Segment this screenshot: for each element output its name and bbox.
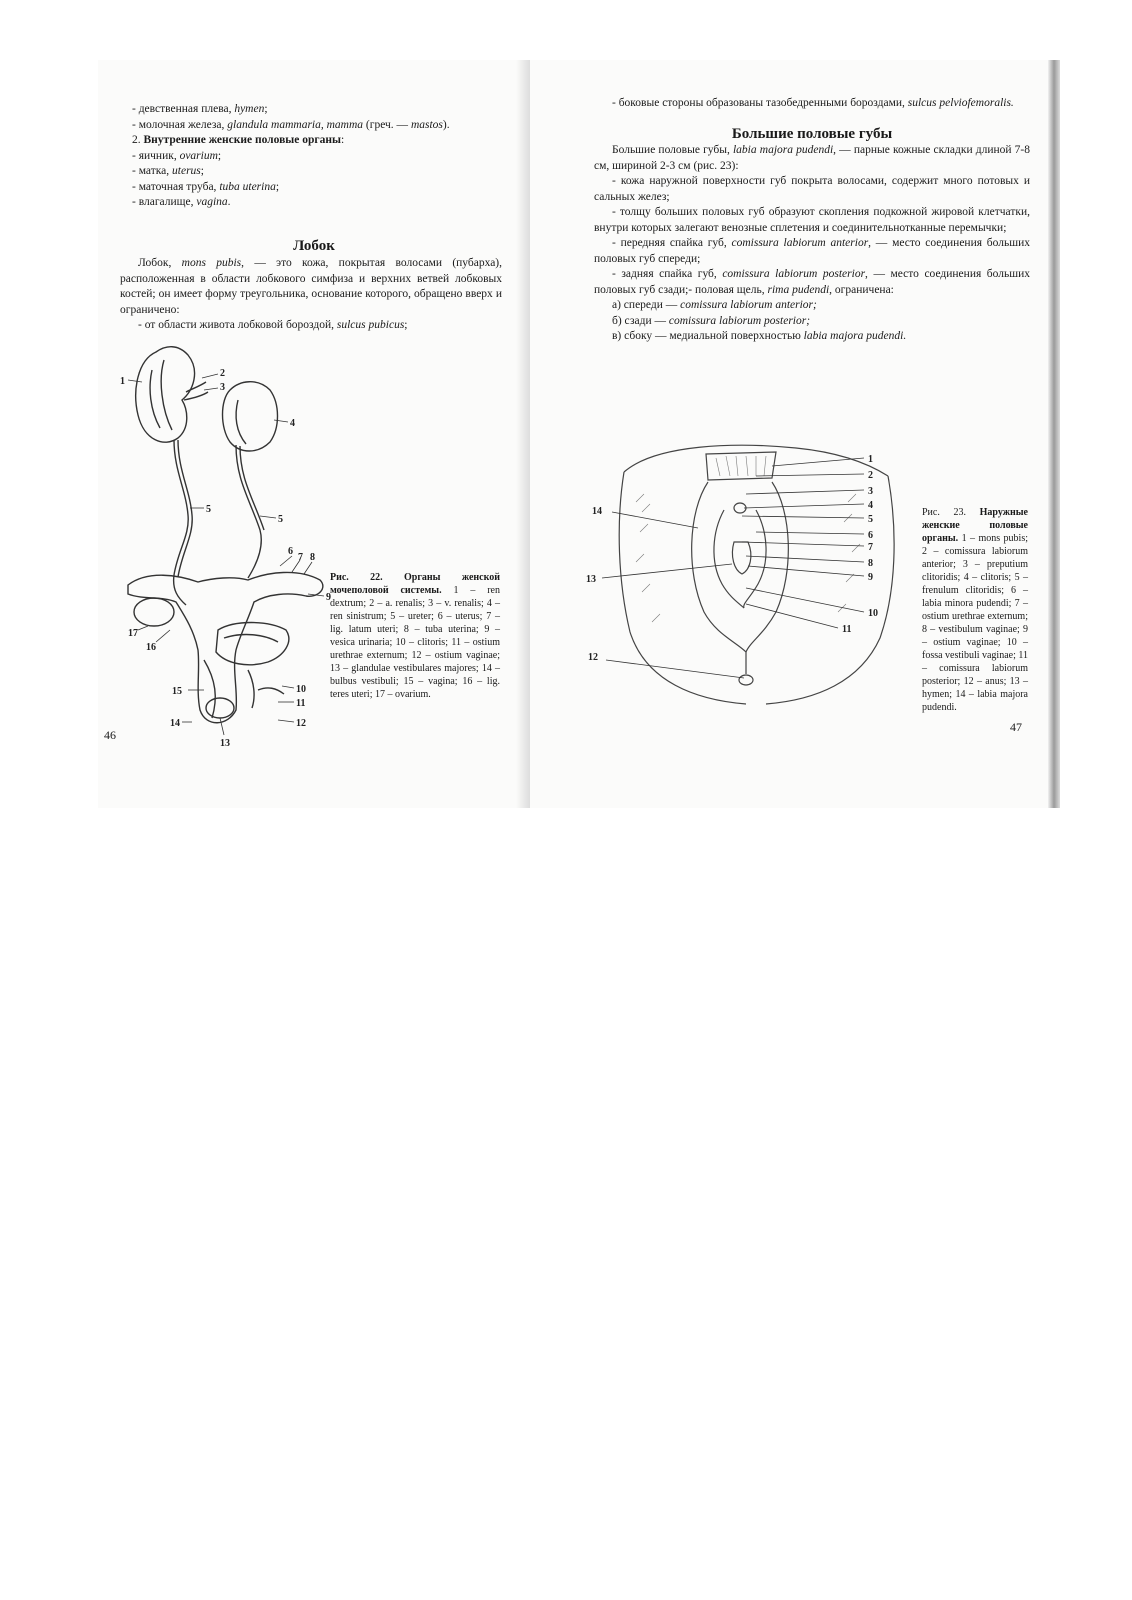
list-item: - молочная железа, glandula mammaria, mamma (греч. — mastos).	[132, 118, 450, 131]
body-paragraph: - боковые стороны образованы тазобедренными бороздами, sulcus pelviofemoralis.	[612, 97, 1014, 109]
body-paragraph: Лобок, mons pubis, — это кожа, покрытая волосами (пубарха), расположенная в области лобкового симфиза и верхних ветвей лобковых костей; он имеет форму треугольника, основание которого, обращено вверх и ограничено: - от области живота лобковой бороздой, sulcus pubicus;	[120, 256, 502, 334]
figure-label: 3	[868, 486, 873, 497]
figure-label: 12	[588, 652, 598, 663]
figure-label: 1	[120, 376, 125, 387]
figure-label: 6	[288, 546, 293, 557]
right-page	[530, 60, 1060, 808]
figure-label: 5	[278, 514, 283, 525]
figure-label: 14	[592, 506, 602, 517]
figure-label: 9	[868, 572, 873, 583]
list-item: - толщу больших половых губ образуют скопления подкожной жировой клетчатки, внутри которых залегают венозные сплетения и соединительнотканные перемычки;	[594, 206, 1030, 234]
section-heading: Большие половые губы	[731, 126, 893, 142]
list-item: в) сбоку — медиальной поверхностью labia majora pudendi.	[612, 330, 907, 342]
figure-label: 15	[172, 686, 182, 697]
figure-label: 1	[868, 454, 873, 465]
list-item: - влагалище, vagina.	[132, 196, 231, 208]
book-spread	[98, 60, 1060, 808]
figure-label: 4	[868, 500, 873, 511]
figure-label: 11	[842, 624, 852, 635]
labia-majora	[692, 482, 746, 652]
list-item: - маточная труба, tuba uterina;	[132, 180, 280, 193]
left-page	[98, 60, 530, 808]
list-item: - девственная плева, hymen;	[132, 103, 268, 115]
page-number: 47	[1010, 720, 1022, 734]
list-item: а) спереди — comissura labiorum anterior;	[612, 299, 817, 311]
figure-label: 8	[310, 552, 315, 563]
figure-23-caption: Рис. 23. Наружные женские половые органы. 1 – mons pubis; 2 – comissura labiorum anterior; 3 – preputium clitoridis; 4 – clitoris; 5 – frenulum clitoridis; 6 – labia minora pudendi; 7 – ostium urethrae externum; 8 – vestibulum vaginae; 9 – ostium vaginae; 10 – fossa vestibuli vaginae; 11 – comissura labiorum posterior; 12 – anus; 13 – hymen; 14 – labia majora pudendi.	[922, 507, 1029, 713]
list-item: - матка, uterus;	[132, 165, 204, 177]
figure-label: 4	[290, 418, 295, 429]
figure-label: 2	[220, 368, 225, 379]
section-title: 2. Внутренние женские половые органы:	[132, 134, 345, 146]
list-item: - кожа наружной поверхности губ покрыта волосами, содержит много потовых и сальных желез;	[594, 175, 1030, 203]
list-item: - от области живота лобковой бороздой, sulcus pubicus;	[138, 319, 408, 331]
section-heading: Лобок	[293, 238, 335, 254]
figure-label: 13	[220, 738, 230, 749]
figure-label: 17	[128, 628, 138, 639]
page-edge	[1048, 60, 1060, 808]
uterus	[128, 572, 323, 722]
list-item: б) сзади — comissura labiorum posterior;	[612, 314, 811, 327]
figure-label: 3	[220, 382, 225, 393]
figure-23-illustration	[586, 442, 906, 712]
figure-label: 14	[170, 718, 180, 729]
figure-label: 5	[206, 504, 211, 515]
figure-label: 7	[298, 552, 303, 563]
page-number: 46	[104, 728, 116, 742]
list-item: - яичник, ovarium;	[132, 149, 222, 162]
figure-label: 11	[296, 698, 306, 709]
figure-label: 10	[868, 608, 878, 619]
figure-label: 10	[296, 684, 306, 695]
figure-22-caption: Рис. 22. Органы женской мочеполовой системы. 1 – ren dextrum; 2 – a. renalis; 3 – v. renalis; 4 – ren sinistrum; 5 – ureter; 6 – uterus; 7 – lig. latum uteri; 8 – tuba uterina; 9 – vesica urinaria; 10 – clitoris; 11 – ostium urethrae externum; 12 – ostium vaginae; 13 – glandulae vestibulares majores; 14 – bulbus vestibuli; 15 – vagina; 16 – lig. teres uteri; 17 – ovarium.	[330, 572, 500, 700]
figure-label: 8	[868, 558, 873, 569]
body-text: Большие половые губы, labia majora pudendi, — парные кожные складки длиной 7-8 см, шириной 2-3 см (рис. 23): - кожа наружной поверхности губ покрыта волосами, содержит много потовых и сальных желез; - толщу больших половых губ образуют скопления подкожной жировой клетчатки, внутри которых залегают венозные сплетения и соединительнотканные перемычки; - передняя спайка губ, comissura labiorum anterior, — место соединения больших половых губ спереди; - задняя спайка губ, comissura labiorum posterior, — место соединения больших половых губ сзади;- половая щель, rima pudendi, ограничена: а) спереди — comissura labiorum anterior; б) сзади — comissura labiorum posterior; в) сбоку — медиальной поверхностью labia majora pudendi.	[594, 143, 1030, 345]
figure-label: 7	[868, 542, 873, 553]
list-item: - передняя спайка губ, comissura labiorum anterior, — место соединения больших половых губ спереди;	[594, 237, 1030, 265]
kidney-right	[136, 347, 195, 442]
figure-label: 9	[326, 592, 331, 603]
figure-label: 13	[586, 574, 596, 585]
figure-label: 5	[868, 514, 873, 525]
figure-label: 6	[868, 530, 873, 541]
figure-label: 16	[146, 642, 156, 653]
kidney-left	[223, 382, 278, 451]
bladder	[216, 623, 289, 665]
ovary	[134, 598, 174, 626]
figure-label: 12	[296, 718, 306, 729]
figure-label: 2	[868, 470, 873, 481]
organ-list	[132, 102, 502, 211]
list-item: - задняя спайка губ, comissura labiorum posterior, — место соединения больших половых губ сзади;- половая щель, rima pudendi, ограничена:	[594, 268, 1031, 296]
